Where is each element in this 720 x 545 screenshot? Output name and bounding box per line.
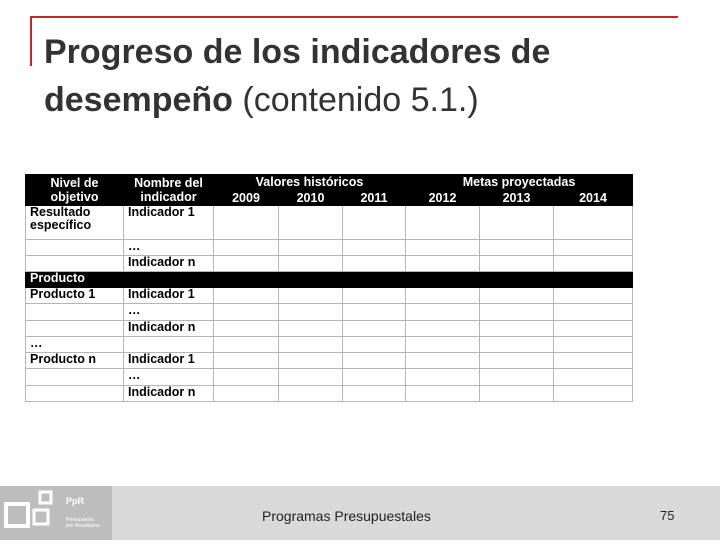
- table-row: [26, 320, 633, 336]
- title-bold-line-2: desempeño: [44, 81, 233, 119]
- ppr-logo: [0, 486, 112, 540]
- title-frame-top: [30, 16, 678, 18]
- title-frame-left: [30, 16, 32, 66]
- cell-ellipsis: …: [124, 304, 214, 320]
- year-2010: 2010: [279, 190, 343, 206]
- resultado-line-2: específico: [30, 218, 92, 232]
- header-level-line-2: objetivo: [50, 190, 99, 204]
- header-historic: Valores históricos: [214, 175, 406, 190]
- header-targets: Metas proyectadas: [406, 175, 633, 190]
- table-row: [26, 255, 633, 271]
- header-name-line-1: Nombre del: [134, 176, 203, 190]
- header-level-line-1: Nivel de: [50, 176, 99, 190]
- cell-ellipsis: …: [124, 239, 214, 255]
- page-number: 75: [660, 508, 675, 523]
- cell-producto-ellipsis: …: [26, 336, 124, 352]
- logo-subtitle-line-1: Presupuesto: [66, 517, 95, 523]
- table-row: [26, 206, 633, 240]
- cell-producto-band: Producto: [26, 271, 124, 287]
- header-name-line-2: indicador: [140, 190, 197, 204]
- header-level: [26, 175, 124, 206]
- year-2009: 2009: [214, 190, 279, 206]
- title-regular: (contenido 5.1.): [232, 81, 479, 119]
- table-row: [26, 385, 633, 401]
- logo-subtitle: [66, 517, 112, 529]
- logo-squares-icon: [0, 486, 66, 540]
- cell-indicator: Indicador 1: [124, 206, 214, 240]
- footer-text: Programas Presupuestales: [262, 508, 431, 524]
- cell-resultado: [26, 206, 124, 240]
- cell-indicator: Indicador n: [124, 320, 214, 336]
- cell-producto: Producto 1: [26, 288, 124, 304]
- cell-indicator: Indicador 1: [124, 353, 214, 369]
- table-row: [26, 336, 633, 352]
- title-bold-line-1: Progreso de los indicadores de: [44, 33, 551, 71]
- table-row: [26, 369, 633, 385]
- year-2011: 2011: [343, 190, 406, 206]
- year-2013: 2013: [480, 190, 554, 206]
- footer-bar: [0, 486, 720, 540]
- cell-indicator: Indicador n: [124, 385, 214, 401]
- cell-indicator: Indicador 1: [124, 288, 214, 304]
- table-row-band: [26, 271, 633, 287]
- table-row: [26, 304, 633, 320]
- cell-ellipsis: …: [124, 369, 214, 385]
- table-row: [26, 288, 633, 304]
- logo-subtitle-line-2: por Resultados: [66, 523, 100, 529]
- slide-title: [44, 28, 684, 124]
- indicators-table: [25, 174, 633, 402]
- year-2012: 2012: [406, 190, 480, 206]
- header-name: [124, 175, 214, 206]
- table-row: [26, 353, 633, 369]
- year-2014: 2014: [554, 190, 633, 206]
- table-row: [26, 239, 633, 255]
- cell-producto: Producto n: [26, 353, 124, 369]
- logo-title: PpR: [66, 496, 84, 506]
- resultado-line-1: Resultado: [30, 205, 91, 219]
- cell-indicator: Indicador n: [124, 255, 214, 271]
